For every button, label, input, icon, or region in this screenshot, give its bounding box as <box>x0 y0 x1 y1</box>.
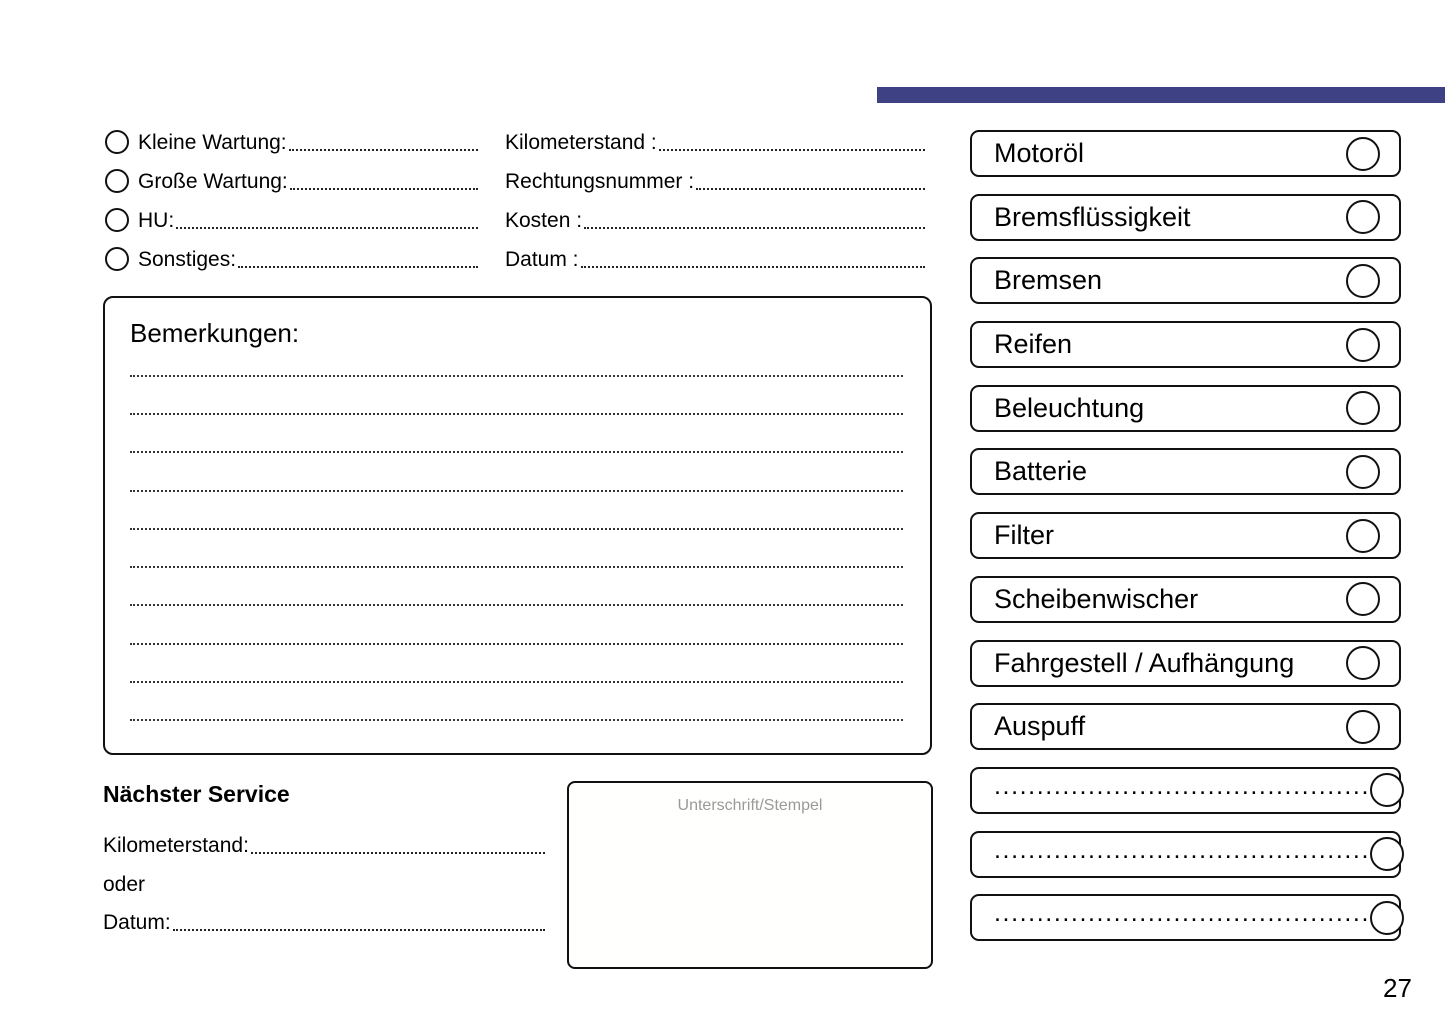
next-service-row <box>103 832 545 858</box>
next-service-row <box>103 871 545 897</box>
fill-in-line[interactable] <box>238 246 478 268</box>
check-circle[interactable] <box>1346 328 1380 362</box>
service-detail-label: Kosten : <box>505 209 583 232</box>
service-type-row <box>105 207 478 233</box>
service-detail-row <box>505 246 925 272</box>
checklist-item <box>970 512 1401 559</box>
radio-circle[interactable] <box>105 247 129 271</box>
check-circle[interactable] <box>1370 773 1404 807</box>
checklist-item-label: Motoröl <box>994 138 1085 168</box>
page-number: 27 <box>1383 973 1412 1003</box>
remarks-box <box>103 296 932 755</box>
service-type-label: Sonstiges: <box>138 248 237 271</box>
check-circle[interactable] <box>1346 200 1380 234</box>
checklist-item-label: Batterie <box>994 456 1088 487</box>
checklist-item <box>970 894 1401 941</box>
header-accent-bar <box>877 87 1445 103</box>
check-circle[interactable] <box>1346 264 1380 298</box>
radio-circle[interactable] <box>105 130 129 154</box>
remarks-lines <box>130 375 903 721</box>
checklist-item-label: ............................................ <box>994 771 1371 800</box>
fill-in-line[interactable] <box>581 246 925 268</box>
next-service-label: Datum: <box>103 911 171 934</box>
signature-stamp-box[interactable] <box>567 781 933 969</box>
service-detail-label: Datum : <box>505 248 579 271</box>
checklist-item-label: Auspuff <box>994 711 1086 742</box>
checklist-item <box>970 385 1401 432</box>
checklist-item <box>970 703 1401 750</box>
check-circle[interactable] <box>1370 901 1404 935</box>
checklist-item <box>970 640 1401 687</box>
check-circle[interactable] <box>1370 837 1404 871</box>
fill-in-line[interactable] <box>130 528 903 530</box>
fill-in-line[interactable] <box>130 413 903 415</box>
service-type-row <box>105 168 478 194</box>
fill-in-line[interactable] <box>173 909 545 931</box>
fill-in-line[interactable] <box>130 375 903 377</box>
service-detail-label: Rechtungsnummer : <box>505 170 695 193</box>
checklist-item <box>970 767 1401 814</box>
fill-in-line[interactable] <box>251 832 545 854</box>
service-type-label: Große Wartung: <box>138 170 288 193</box>
fill-in-line[interactable] <box>130 566 903 568</box>
fill-in-line[interactable] <box>584 207 925 229</box>
checklist-item-label: Filter <box>994 520 1054 551</box>
checklist-item-label: Fahrgestell / Aufhängung <box>994 647 1295 678</box>
checklist-item-label: ............................................ <box>994 835 1371 864</box>
check-circle[interactable] <box>1346 391 1380 425</box>
service-detail-row <box>505 129 925 155</box>
next-service-row <box>103 909 545 935</box>
checklist-item-label: Beleuchtung <box>994 392 1145 423</box>
checklist-item <box>970 194 1401 241</box>
checklist-item-label: ............................................ <box>994 899 1371 928</box>
fill-in-line[interactable] <box>130 604 903 606</box>
fill-in-line[interactable] <box>130 681 903 683</box>
radio-circle[interactable] <box>105 169 129 193</box>
remarks-title: Bemerkungen: <box>130 318 300 348</box>
radio-circle[interactable] <box>105 208 129 232</box>
checklist-item <box>970 130 1401 177</box>
checklist-item <box>970 831 1401 878</box>
checklist-item-label: Scheibenwischer <box>994 583 1199 614</box>
checklist-item <box>970 448 1401 495</box>
check-circle[interactable] <box>1346 519 1380 553</box>
fill-in-line[interactable] <box>130 451 903 453</box>
check-circle[interactable] <box>1346 582 1380 616</box>
fill-in-line[interactable] <box>290 168 478 190</box>
service-type-row <box>105 129 478 155</box>
fill-in-line[interactable] <box>696 168 925 190</box>
service-detail-label: Kilometerstand : <box>505 131 657 154</box>
check-circle[interactable] <box>1346 646 1380 680</box>
service-detail-row <box>505 207 925 233</box>
checklist-item <box>970 257 1401 304</box>
checklist-item-label: Reifen <box>994 329 1073 360</box>
service-detail-row <box>505 168 925 194</box>
next-service-label: oder <box>103 872 146 896</box>
check-circle[interactable] <box>1346 137 1380 171</box>
signature-stamp-label: Unterschrift/Stempel <box>677 797 823 814</box>
next-service-label: Kilometerstand: <box>103 834 249 857</box>
fill-in-line[interactable] <box>130 719 903 721</box>
checklist-item <box>970 321 1401 368</box>
next-service-fields <box>103 832 545 935</box>
fill-in-line[interactable] <box>130 643 903 645</box>
service-type-label: Kleine Wartung: <box>138 131 287 154</box>
next-service-title: Nächster Service <box>103 781 290 807</box>
service-type-list <box>105 129 478 285</box>
fill-in-line[interactable] <box>289 129 478 151</box>
service-type-row <box>105 246 478 272</box>
check-circle[interactable] <box>1346 455 1380 489</box>
checklist-item <box>970 576 1401 623</box>
fill-in-line[interactable] <box>176 207 478 229</box>
checklist-item-label: Bremsflüssigkeit <box>994 201 1191 232</box>
checklist-item-label: Bremsen <box>994 265 1103 296</box>
fill-in-line[interactable] <box>659 129 925 151</box>
check-circle[interactable] <box>1346 710 1380 744</box>
fill-in-line[interactable] <box>130 490 903 492</box>
inspection-checklist <box>970 130 1401 941</box>
next-service-section <box>103 781 545 948</box>
service-detail-list <box>505 129 925 285</box>
service-type-label: HU: <box>138 209 175 232</box>
